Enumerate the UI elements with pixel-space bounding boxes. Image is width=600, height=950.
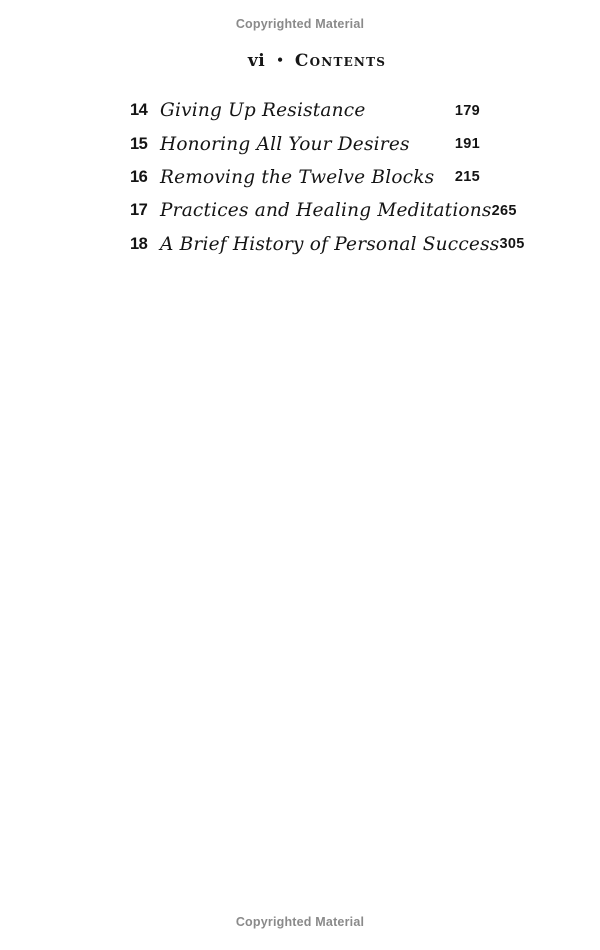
chapter-title: A Brief History of Personal Success: [160, 233, 500, 255]
toc-entry: [130, 194, 517, 227]
chapter-title: Removing the Twelve Blocks: [160, 166, 435, 188]
chapter-title: Practices and Healing Meditations: [160, 200, 492, 222]
toc-entry: [130, 94, 480, 127]
toc-entry: [130, 127, 480, 160]
table-of-contents: [130, 94, 525, 261]
bullet-separator-icon: •: [276, 53, 284, 67]
contents-heading: Contents: [294, 51, 387, 71]
toc-entry: [130, 228, 525, 261]
running-header: [17, 51, 600, 71]
chapter-page-number: 305: [499, 236, 525, 253]
toc-entry: [130, 161, 480, 194]
chapter-page-number: 265: [491, 202, 517, 219]
chapter-page-number: 191: [454, 136, 480, 153]
chapter-number: 14: [130, 101, 148, 120]
chapter-title: Giving Up Resistance: [160, 100, 366, 122]
chapter-number: 18: [130, 234, 148, 253]
chapter-number: 15: [130, 134, 148, 153]
folio-page-number: vi: [247, 51, 266, 71]
copyright-notice-top: Copyrighted Material: [235, 17, 365, 31]
copyright-notice-bottom: Copyrighted Material: [235, 915, 365, 929]
chapter-number: 17: [130, 201, 148, 220]
chapter-page-number: 215: [454, 169, 480, 186]
chapter-page-number: 179: [454, 102, 480, 119]
chapter-number: 16: [130, 167, 148, 186]
chapter-title: Honoring All Your Desires: [160, 133, 410, 155]
